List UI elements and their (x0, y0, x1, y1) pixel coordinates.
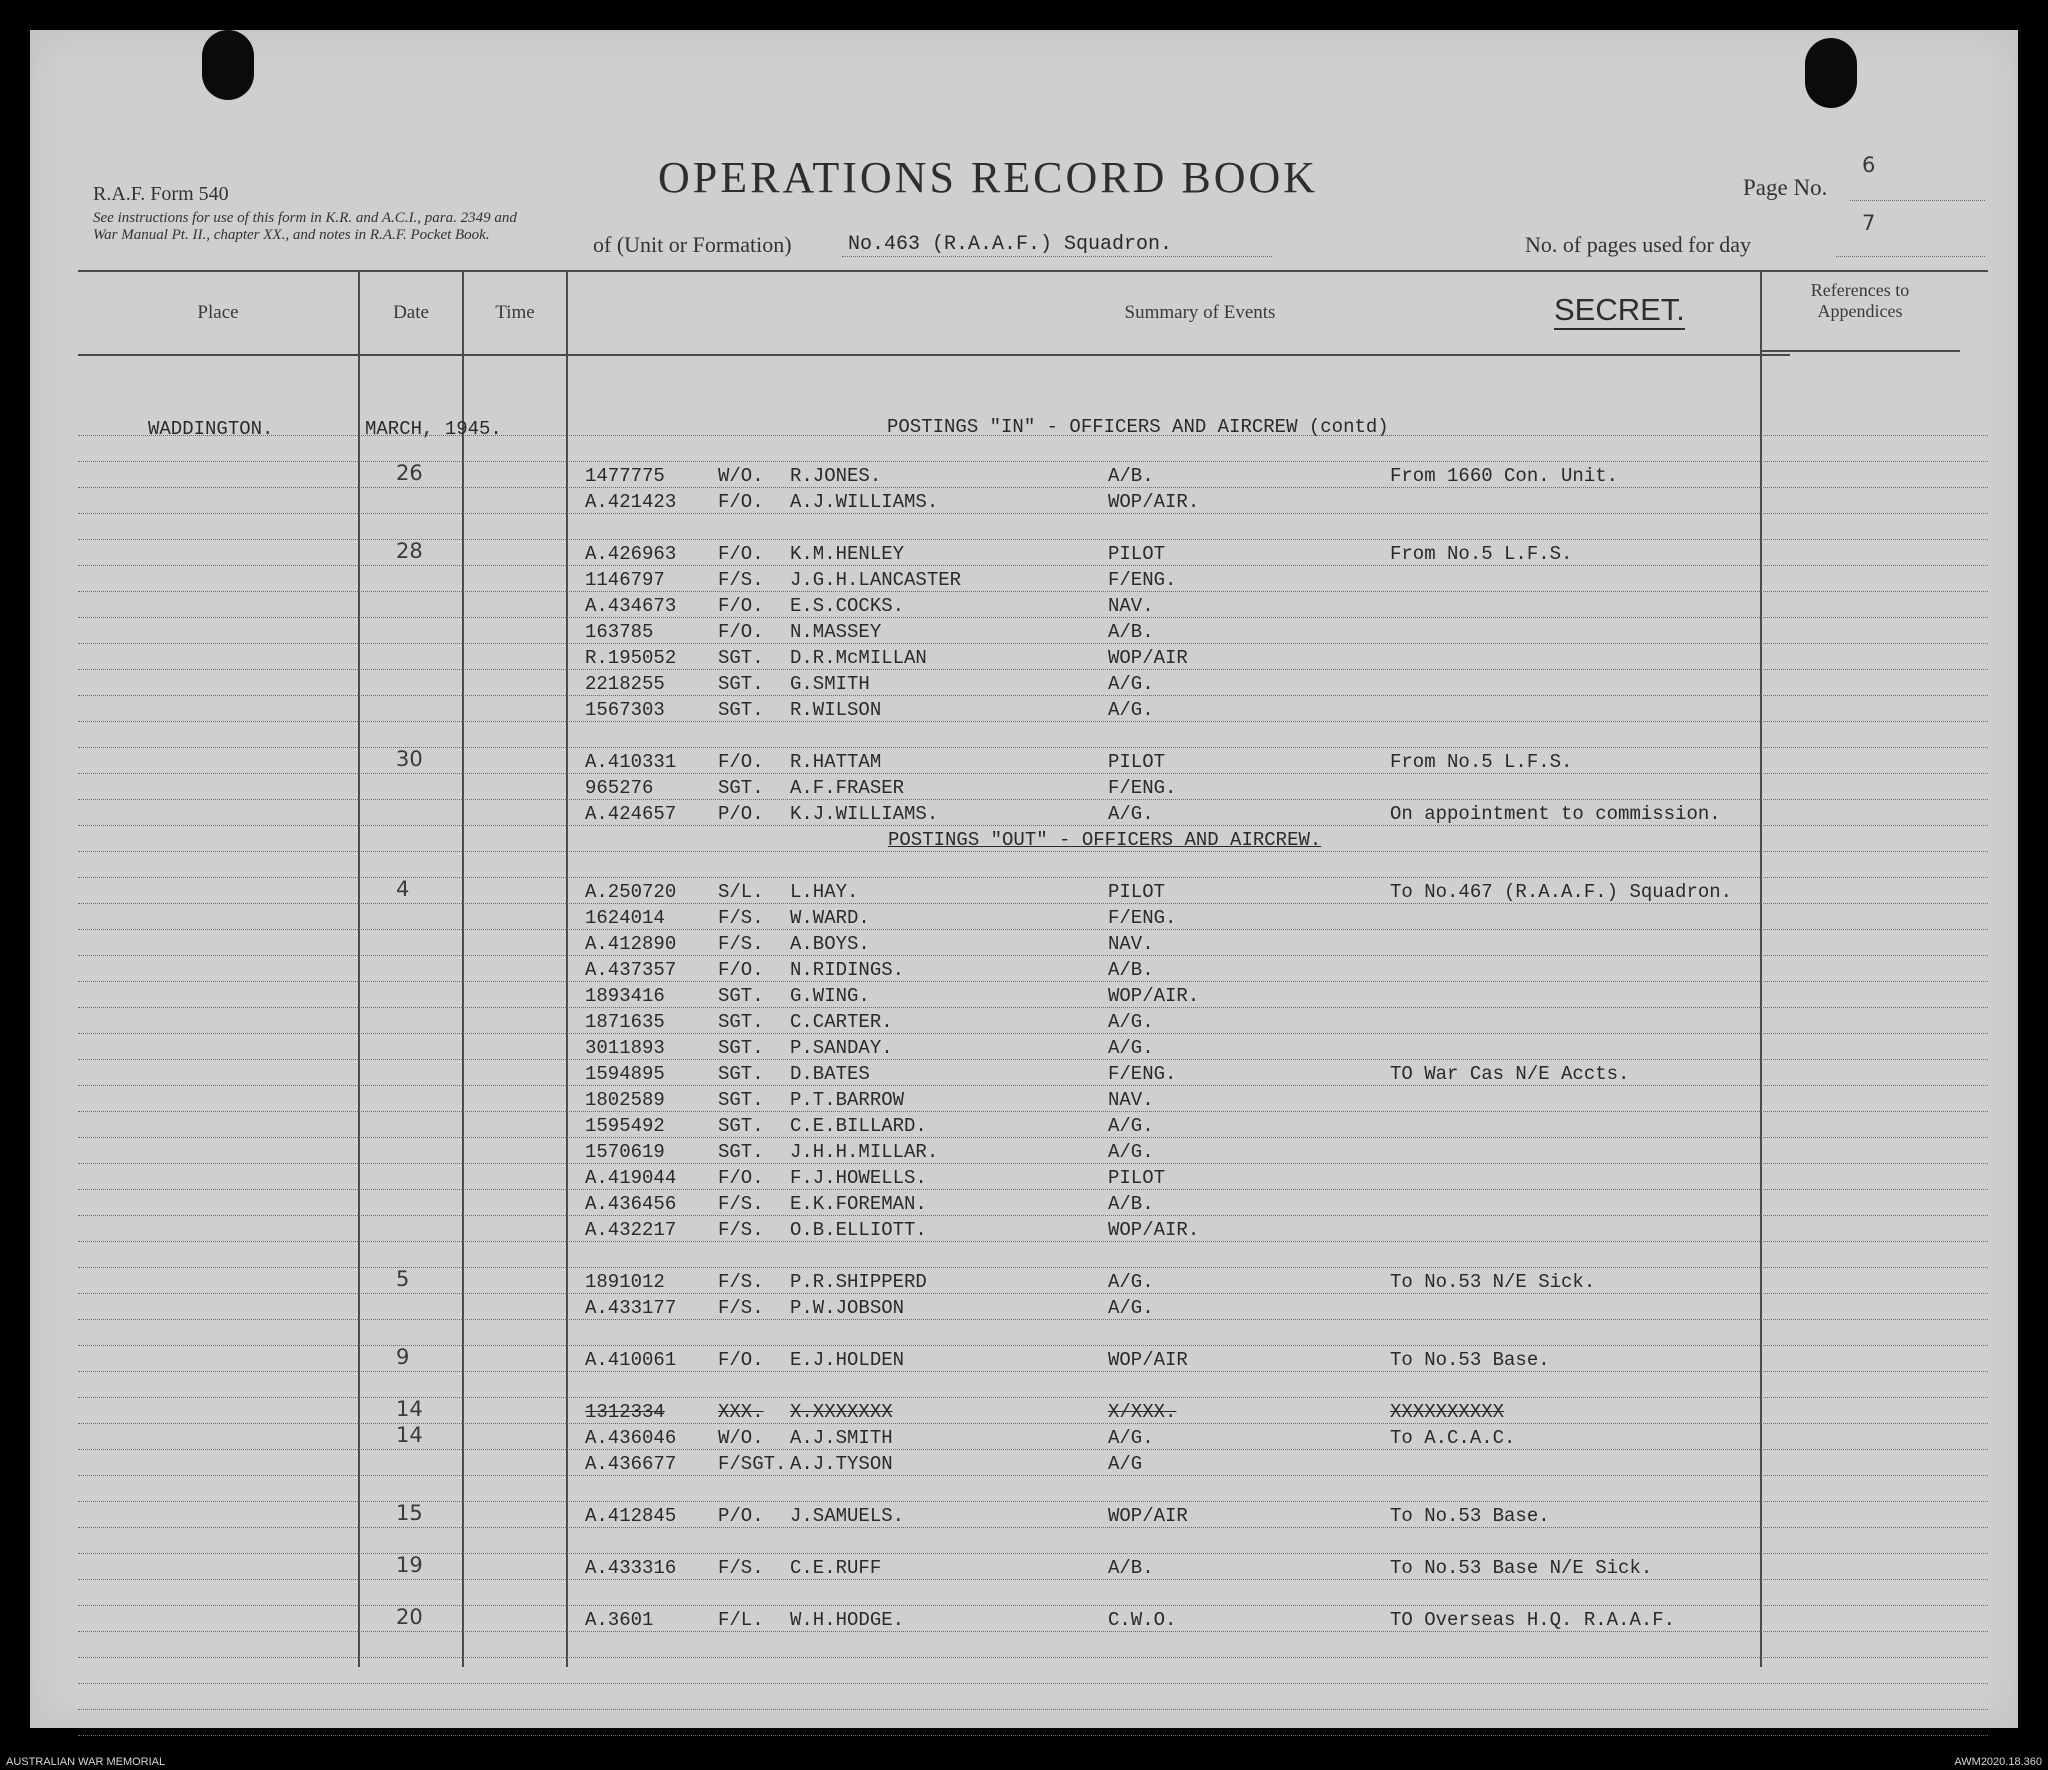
entry-service-number: 1893416 (585, 985, 665, 1007)
page-title: OPERATIONS RECORD BOOK (658, 153, 1319, 202)
entry-rank: W/O. (718, 1427, 764, 1449)
entry-name: A.J.SMITH (790, 1427, 893, 1449)
entry-rank: F/S. (718, 933, 764, 955)
entry-role: C.W.O. (1108, 1609, 1177, 1631)
entry-role: A/G. (1108, 1141, 1154, 1163)
page-no-value: 6 (1862, 153, 1876, 177)
ruled-line (78, 617, 1988, 618)
entry-role: A/B. (1108, 1557, 1154, 1579)
entry-rank: F/SGT. (718, 1453, 787, 1475)
entry-name: E.J.HOLDEN (790, 1349, 905, 1371)
entry-service-number: A.432217 (585, 1219, 677, 1241)
entry-remark: To No.53 N/E Sick. (1390, 1271, 1596, 1293)
ruled-line (78, 513, 1988, 514)
entry-date: 28 (396, 539, 423, 563)
entry-date: 5 (396, 1267, 410, 1291)
entry-rank: SGT. (718, 1115, 764, 1137)
entry-role: PILOT (1108, 751, 1166, 773)
entry-rank: SGT. (718, 647, 764, 669)
entry-role: NAV. (1108, 595, 1154, 617)
entry-service-number: 1146797 (585, 569, 665, 591)
ruled-line (78, 1033, 1988, 1034)
entry-service-number: 1594895 (585, 1063, 665, 1085)
entry-name: D.BATES (790, 1063, 870, 1085)
ruled-line (78, 1241, 1988, 1242)
month-value: MARCH, 1945. (365, 418, 502, 440)
entry-date: 20 (396, 1605, 423, 1629)
entry-role: A/B. (1108, 959, 1154, 981)
entry-role: WOP/AIR (1108, 647, 1188, 669)
entry-name: G.SMITH (790, 673, 870, 695)
entry-service-number: 1567303 (585, 699, 665, 721)
page-no-label: Page No. (1743, 175, 1828, 200)
entry-rank: SGT. (718, 1063, 764, 1085)
entry-rank: F/O. (718, 491, 764, 513)
entry-name: N.RIDINGS. (790, 959, 905, 981)
entry-rank: F/O. (718, 595, 764, 617)
entry-rank: F/O. (718, 621, 764, 643)
entry-name: A.F.FRASER (790, 777, 905, 799)
ruled-line (78, 1475, 1988, 1476)
entry-date: 19 (396, 1553, 423, 1577)
entry-role: F/ENG. (1108, 569, 1177, 591)
entry-role: WOP/AIR. (1108, 1219, 1200, 1241)
entry-service-number: A.250720 (585, 881, 677, 903)
entry-role: A/G. (1108, 673, 1154, 695)
entry-name: R.HATTAM (790, 751, 882, 773)
ruled-line (78, 955, 1988, 956)
unit-value: No.463 (R.A.A.F.) Squadron. (848, 233, 1173, 256)
entry-name: D.R.McMILLAN (790, 647, 927, 669)
entry-role: F/ENG. (1108, 1063, 1177, 1085)
entry-service-number: A.421423 (585, 491, 677, 513)
entry-rank: F/O. (718, 1167, 764, 1189)
entry-name: C.E.RUFF (790, 1557, 882, 1579)
form-instructions: See instructions for use of this form in K.R. and A.C.I., para. 2349 and War Manual Pt. II., chapter XX., and notes in R.A.F. Pocket Book. (93, 210, 517, 243)
entry-date: 30 (396, 747, 423, 771)
column-header-date: Date (393, 302, 429, 323)
entry-role: A/G. (1108, 1427, 1154, 1449)
ruled-line (78, 1267, 1988, 1268)
entry-remark: On appointment to commission. (1390, 803, 1721, 825)
entry-role: PILOT (1108, 881, 1166, 903)
entry-name: A.J.TYSON (790, 1453, 893, 1475)
ruled-line (78, 1527, 1988, 1528)
entry-name: R.JONES. (790, 465, 882, 487)
ruled-line (78, 1215, 1988, 1216)
ruled-line (78, 1059, 1988, 1060)
entry-role: PILOT (1108, 1167, 1166, 1189)
ruled-line (78, 1371, 1988, 1372)
entry-date: 14 (396, 1423, 423, 1447)
form-name: R.A.F. Form 540 (93, 183, 229, 205)
table-top-rule (78, 270, 1988, 272)
entry-service-number: 1570619 (585, 1141, 665, 1163)
ruled-line (78, 1345, 1988, 1346)
entry-role: X/XXX. (1108, 1401, 1177, 1423)
ruled-line (78, 825, 1988, 826)
entry-remark: To No.53 Base N/E Sick. (1390, 1557, 1653, 1579)
record-sheet (30, 30, 2018, 1728)
entry-role: A/B. (1108, 1193, 1154, 1215)
entry-remark: XXXXXXXXXX (1390, 1401, 1505, 1423)
ruled-line (78, 1605, 1988, 1606)
ruled-line (78, 1501, 1988, 1502)
entry-rank: F/S. (718, 907, 764, 929)
place-value: WADDINGTON. (148, 418, 274, 440)
entry-rank: SGT. (718, 1089, 764, 1111)
col-divider-summary (1760, 272, 1762, 1667)
header-bottom-rule (78, 354, 1790, 356)
entry-service-number: A.412845 (585, 1505, 677, 1527)
ruled-line (78, 1423, 1988, 1424)
entry-service-number: A.426963 (585, 543, 677, 565)
ruled-line (78, 565, 1988, 566)
secret-stamp: SECRET. (1554, 292, 1685, 330)
entry-date: 26 (396, 461, 423, 485)
col-divider-place (358, 272, 360, 1667)
ruled-line (78, 747, 1988, 748)
heading-postings-out: POSTINGS "OUT" - OFFICERS AND AIRCREW. (888, 829, 1322, 851)
ruled-line (78, 1163, 1988, 1164)
archive-reference: AWM2020.18.360 (1954, 1756, 2042, 1768)
ruled-line (78, 1657, 1988, 1658)
ruled-line (78, 487, 1988, 488)
entry-rank: P/O. (718, 803, 764, 825)
entry-service-number: A.410331 (585, 751, 677, 773)
entry-rank: SGT. (718, 1037, 764, 1059)
entry-rank: SGT. (718, 673, 764, 695)
ruled-line (78, 461, 1988, 462)
entry-role: A/G. (1108, 1271, 1154, 1293)
entry-remark: To No.53 Base. (1390, 1349, 1550, 1371)
ruled-line (78, 929, 1988, 930)
ruled-line (78, 669, 1988, 670)
heading-postings-in: POSTINGS "IN" - OFFICERS AND AIRCREW (contd) (887, 416, 1389, 438)
ruled-line (78, 1709, 1988, 1710)
entry-rank: F/O. (718, 1349, 764, 1371)
ruled-line (78, 1397, 1988, 1398)
entry-rank: F/S. (718, 1557, 764, 1579)
entry-rank: F/O. (718, 543, 764, 565)
entry-name: F.J.HOWELLS. (790, 1167, 927, 1189)
ref-header-bottom-rule (1760, 350, 1960, 352)
ruled-line (78, 1111, 1988, 1112)
entry-role: WOP/AIR. (1108, 985, 1200, 1007)
ruled-line (78, 773, 1988, 774)
entry-rank: SGT. (718, 1011, 764, 1033)
entry-role: A/G. (1108, 803, 1154, 825)
entry-role: A/G. (1108, 1297, 1154, 1319)
entry-service-number: A.433316 (585, 1557, 677, 1579)
ruled-line (78, 721, 1988, 722)
entry-name: E.K.FOREMAN. (790, 1193, 927, 1215)
ruled-line (78, 851, 1988, 852)
binder-hole-right (1805, 38, 1857, 108)
ruled-line (78, 1735, 1988, 1736)
entry-name: P.T.BARROW (790, 1089, 905, 1111)
entry-remark: From No.5 L.F.S. (1390, 751, 1573, 773)
entry-name: J.SAMUELS. (790, 1505, 905, 1527)
entry-service-number: 1624014 (585, 907, 665, 929)
page-no-rule (1850, 200, 1985, 201)
entry-rank: F/S. (718, 1219, 764, 1241)
entry-date: 9 (396, 1345, 410, 1369)
binder-hole-left (202, 30, 254, 100)
entry-service-number: A.436046 (585, 1427, 677, 1449)
entry-rank: F/O. (718, 751, 764, 773)
entry-rank: P/O. (718, 1505, 764, 1527)
col-divider-time (566, 272, 568, 1667)
entry-name: O.B.ELLIOTT. (790, 1219, 927, 1241)
entry-role: A/B. (1108, 465, 1154, 487)
ruled-line (78, 539, 1988, 540)
entry-role: A/B. (1108, 621, 1154, 643)
entry-service-number: A.437357 (585, 959, 677, 981)
entry-service-number: A.410061 (585, 1349, 677, 1371)
column-header-place: Place (197, 302, 239, 323)
ruled-line (78, 591, 1988, 592)
entry-role: A/G (1108, 1453, 1143, 1475)
entry-role: A/G. (1108, 1115, 1154, 1137)
entry-role: A/G. (1108, 1037, 1154, 1059)
entry-date: 14 (396, 1397, 423, 1421)
pages-used-label: No. of pages used for day (1525, 232, 1752, 257)
entry-service-number: A.3601 (585, 1609, 654, 1631)
unit-rule (842, 256, 1272, 257)
entry-service-number: 1312334 (585, 1401, 665, 1423)
entry-role: F/ENG. (1108, 777, 1177, 799)
ruled-line (78, 1579, 1988, 1580)
entry-date: 15 (396, 1501, 423, 1525)
ruled-line (78, 1137, 1988, 1138)
entry-service-number: 2218255 (585, 673, 665, 695)
entry-name: P.W.JOBSON (790, 1297, 905, 1319)
entry-rank: SGT. (718, 777, 764, 799)
ruled-line (78, 1085, 1988, 1086)
entry-service-number: A.434673 (585, 595, 677, 617)
entry-service-number: A.412890 (585, 933, 677, 955)
entry-name: K.M.HENLEY (790, 543, 905, 565)
entry-rank: F/L. (718, 1609, 764, 1631)
ruled-line (78, 1319, 1988, 1320)
entry-name: W.H.HODGE. (790, 1609, 905, 1631)
entry-name: X.XXXXXXX (790, 1401, 893, 1423)
entry-service-number: 163785 (585, 621, 654, 643)
entry-remark: From No.5 L.F.S. (1390, 543, 1573, 565)
entry-role: WOP/AIR (1108, 1505, 1188, 1527)
entry-remark: TO War Cas N/E Accts. (1390, 1063, 1630, 1085)
entry-date: 4 (396, 877, 410, 901)
ruled-line (78, 1007, 1988, 1008)
entry-rank: SGT. (718, 699, 764, 721)
ruled-line (78, 1553, 1988, 1554)
pages-used-value: 7 (1862, 211, 1876, 235)
entry-rank: F/S. (718, 1271, 764, 1293)
entry-service-number: A.436677 (585, 1453, 677, 1475)
ruled-line (78, 877, 1988, 878)
entry-name: J.H.H.MILLAR. (790, 1141, 939, 1163)
pages-used-rule (1836, 256, 1985, 257)
entry-service-number: A.433177 (585, 1297, 677, 1319)
entry-service-number: 1802589 (585, 1089, 665, 1111)
col-divider-date (462, 272, 464, 1667)
entry-name: W.WARD. (790, 907, 870, 929)
ruled-line (78, 1293, 1988, 1294)
entry-role: F/ENG. (1108, 907, 1177, 929)
entry-service-number: 3011893 (585, 1037, 665, 1059)
ruled-line (78, 799, 1988, 800)
archive-credit: AUSTRALIAN WAR MEMORIAL (6, 1756, 166, 1768)
entry-name: R.WILSON (790, 699, 882, 721)
ruled-line (78, 1683, 1988, 1684)
entry-service-number: 1477775 (585, 465, 665, 487)
entry-name: C.E.BILLARD. (790, 1115, 927, 1137)
ruled-line (78, 903, 1988, 904)
entry-rank: SGT. (718, 985, 764, 1007)
ruled-line (78, 981, 1988, 982)
entry-name: E.S.COCKS. (790, 595, 905, 617)
entry-rank: F/S. (718, 1193, 764, 1215)
entry-name: N.MASSEY (790, 621, 882, 643)
column-header-references: References to Appendices (1810, 280, 1910, 321)
entry-role: A/G. (1108, 699, 1154, 721)
entry-service-number: A.436456 (585, 1193, 677, 1215)
entry-service-number: 1891012 (585, 1271, 665, 1293)
entry-service-number: 965276 (585, 777, 654, 799)
entry-rank: F/S. (718, 569, 764, 591)
entry-service-number: R.195052 (585, 647, 677, 669)
entry-remark: To No.53 Base. (1390, 1505, 1550, 1527)
entry-role: WOP/AIR (1108, 1349, 1188, 1371)
entry-name: A.J.WILLIAMS. (790, 491, 939, 513)
unit-label: of (Unit or Formation) (593, 232, 792, 257)
entry-role: WOP/AIR. (1108, 491, 1200, 513)
ruled-line (78, 695, 1988, 696)
entry-role: NAV. (1108, 1089, 1154, 1111)
entry-remark: To A.C.A.C. (1390, 1427, 1516, 1449)
entry-name: G.WING. (790, 985, 870, 1007)
entry-rank: W/O. (718, 465, 764, 487)
entry-name: C.CARTER. (790, 1011, 893, 1033)
entry-role: NAV. (1108, 933, 1154, 955)
ruled-line (78, 643, 1988, 644)
entry-name: J.G.H.LANCASTER (790, 569, 962, 591)
entry-service-number: A.424657 (585, 803, 677, 825)
entry-service-number: A.419044 (585, 1167, 677, 1189)
entry-remark: To No.467 (R.A.A.F.) Squadron. (1390, 881, 1733, 903)
entry-remark: TO Overseas H.Q. R.A.A.F. (1390, 1609, 1676, 1631)
entry-name: L.HAY. (790, 881, 859, 903)
entry-rank: XXX. (718, 1401, 764, 1423)
ruled-line (78, 1449, 1988, 1450)
entry-name: P.SANDAY. (790, 1037, 893, 1059)
entry-name: A.BOYS. (790, 933, 870, 955)
column-header-time: Time (495, 302, 535, 323)
entry-rank: F/S. (718, 1297, 764, 1319)
entry-rank: F/O. (718, 959, 764, 981)
entry-name: P.R.SHIPPERD (790, 1271, 927, 1293)
entry-rank: S/L. (718, 881, 764, 903)
ruled-line (78, 1189, 1988, 1190)
entry-rank: SGT. (718, 1141, 764, 1163)
entry-role: PILOT (1108, 543, 1166, 565)
column-header-summary: Summary of Events (1124, 302, 1276, 323)
entry-name: K.J.WILLIAMS. (790, 803, 939, 825)
entry-role: A/G. (1108, 1011, 1154, 1033)
ruled-line (78, 1631, 1988, 1632)
entry-remark: From 1660 Con. Unit. (1390, 465, 1619, 487)
entry-service-number: 1871635 (585, 1011, 665, 1033)
entry-service-number: 1595492 (585, 1115, 665, 1137)
